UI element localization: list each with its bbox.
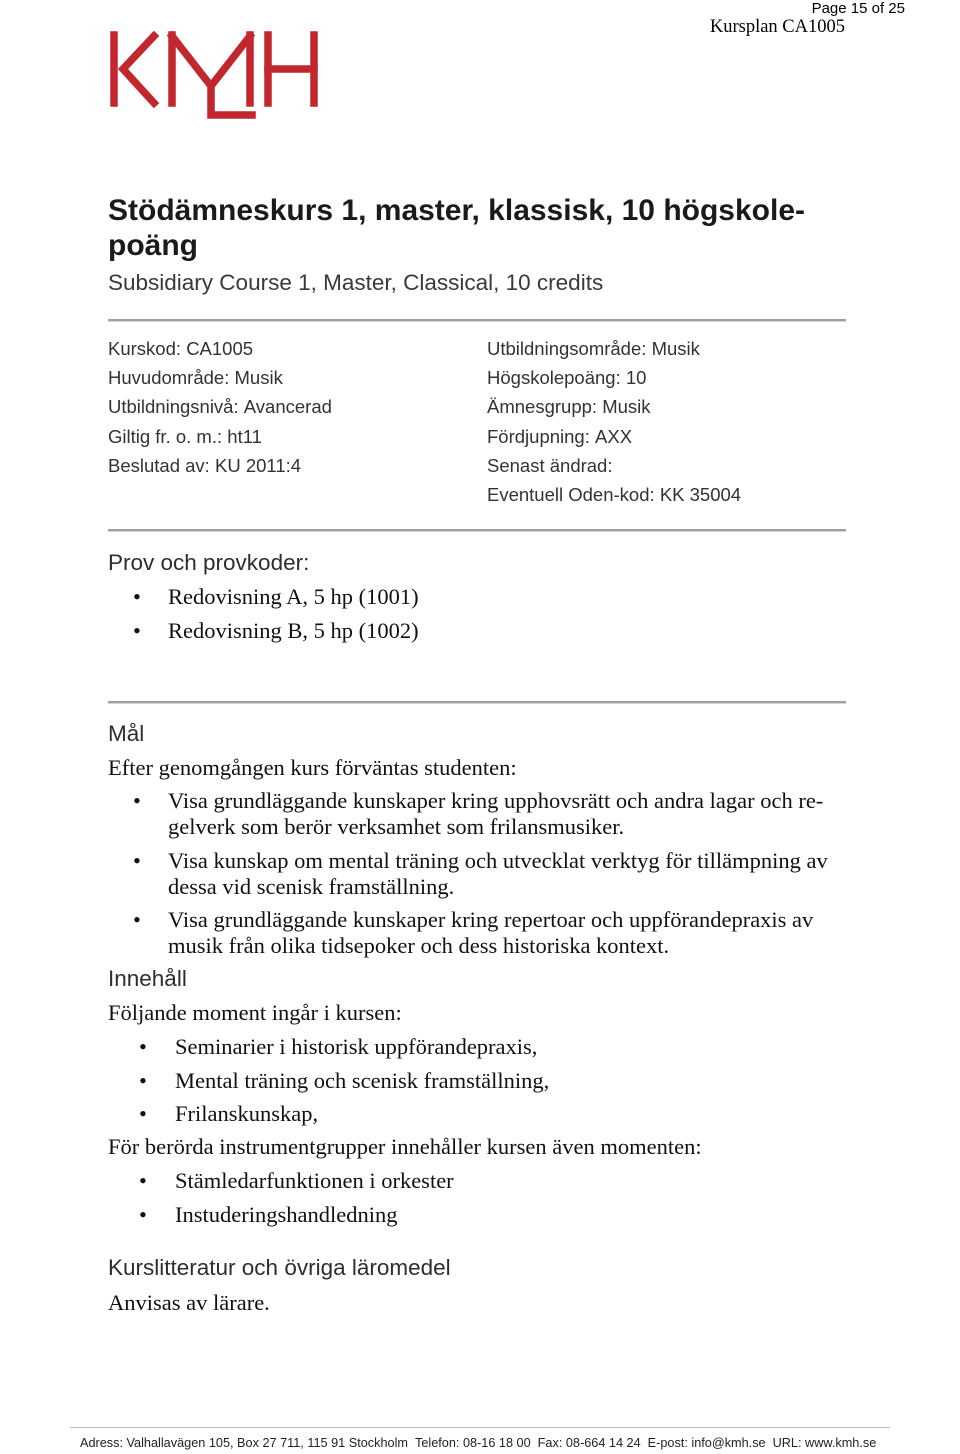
bullet-icon xyxy=(133,614,141,648)
course-title xyxy=(108,193,805,263)
info-row-course-code xyxy=(108,334,332,363)
list-item-line: musik från olika tidsepoker och dess historiska kontext. xyxy=(168,933,670,958)
list-item xyxy=(108,907,828,959)
info-row-main-field xyxy=(108,363,332,392)
list-item-line: Visa kunskap om mental träning och utvecklat verktyg för tillämpning av xyxy=(168,847,828,873)
info-row-credits xyxy=(487,363,741,392)
document-code: Kursplan CA1005 xyxy=(709,17,845,37)
exam-list xyxy=(108,580,419,647)
footer xyxy=(80,1436,876,1451)
footer-divider xyxy=(70,1427,890,1428)
info-row-education-area xyxy=(487,334,741,363)
bullet-icon xyxy=(133,580,141,614)
list-item-line: gelverk som berör verksamhet som frilansmusiker. xyxy=(168,814,625,839)
info-label: Ämnesgrupp: xyxy=(487,396,598,418)
footer-email: E-post: info@kmh.se xyxy=(647,1436,766,1450)
course-info-right xyxy=(487,334,741,509)
info-row-valid-from xyxy=(108,422,332,451)
exams-heading: Prov och provkoder: xyxy=(108,550,310,575)
course-subtitle: Subsidiary Course 1, Master, Classical, 10 credits xyxy=(108,270,604,295)
content-extra-intro: För berörda instrumentgrupper innehåller kursen även momenten: xyxy=(108,1134,702,1159)
footer-address: Adress: Valhallavägen 105, Box 27 711, 115 91 Stockholm xyxy=(80,1436,408,1450)
footer-phone: Telefon: 08-16 18 00 xyxy=(414,1436,531,1450)
info-row-depth xyxy=(487,422,741,451)
content-heading: Innehåll xyxy=(108,966,187,991)
bullet-icon xyxy=(139,1164,147,1198)
list-item xyxy=(108,1097,549,1131)
list-item xyxy=(108,788,828,840)
divider xyxy=(108,319,846,322)
bullet-icon xyxy=(139,1064,147,1098)
list-item xyxy=(108,1164,454,1198)
info-value: CA1005 xyxy=(186,338,254,359)
divider xyxy=(108,529,846,532)
bullet-icon xyxy=(139,1030,147,1064)
info-row-oden-code xyxy=(487,480,741,509)
bullet-icon xyxy=(133,907,141,933)
info-label: Huvudområde: xyxy=(108,367,230,389)
list-item-text: Seminarier i historisk uppförandepraxis, xyxy=(175,1034,538,1059)
info-value: Musik xyxy=(651,338,700,359)
bullet-icon xyxy=(133,788,141,814)
info-label: Utbildningsområde: xyxy=(487,338,647,359)
list-item-text: Redovisning A, 5 hp (1001) xyxy=(168,584,419,609)
info-value: ht11 xyxy=(227,425,262,447)
info-value: KU 2011:4 xyxy=(215,454,302,476)
page-indicator: Page 15 of 25 xyxy=(811,0,905,17)
info-value: KK 35004 xyxy=(659,483,742,505)
literature-heading: Kurslitteratur och övriga läromedel xyxy=(108,1255,451,1280)
info-row-subject-group xyxy=(487,392,741,421)
info-label: Utbildningsnivå: xyxy=(108,396,239,418)
info-value: Musik xyxy=(234,367,283,389)
bullet-icon xyxy=(133,848,141,874)
info-label: Fördjupning: xyxy=(487,425,590,447)
course-title-line: poäng xyxy=(108,229,198,262)
list-item-text: Frilanskunskap, xyxy=(175,1101,319,1126)
goals-intro: Efter genomgången kurs förväntas studenten: xyxy=(108,755,517,780)
info-value: AXX xyxy=(595,425,633,447)
bullet-icon xyxy=(139,1198,147,1232)
goal-list xyxy=(108,788,828,967)
list-item-text: Redovisning B, 5 hp (1002) xyxy=(168,617,419,643)
info-row-decided-by xyxy=(108,451,332,480)
list-item xyxy=(108,1030,549,1064)
info-value: Avancerad xyxy=(243,396,332,418)
list-item xyxy=(108,848,828,900)
course-info-left xyxy=(108,334,332,480)
list-item xyxy=(108,580,419,614)
info-value: 10 xyxy=(625,367,647,389)
info-value: Musik xyxy=(602,396,651,418)
list-item-text: Stämledarfunktionen i orkester xyxy=(175,1168,454,1193)
info-label: Kurskod: xyxy=(108,338,182,359)
kmh-logo xyxy=(106,31,322,123)
divider xyxy=(108,701,846,704)
content-intro: Följande moment ingår i kursen: xyxy=(108,1000,402,1025)
list-item-line: dessa vid scenisk framställning. xyxy=(168,873,455,899)
info-label: Beslutad av: xyxy=(108,454,210,476)
goals-heading: Mål xyxy=(108,721,145,746)
literature-text: Anvisas av lärare. xyxy=(108,1290,270,1315)
info-row-last-changed xyxy=(487,451,741,480)
course-title-line: Stödämneskurs 1, master, klassisk, 10 högskole- xyxy=(108,194,806,227)
list-item-line: Visa grundläggande kunskaper kring upphovsrätt och andra lagar och re- xyxy=(168,788,824,813)
info-row-level xyxy=(108,392,332,421)
list-item-text: Instuderingshandledning xyxy=(175,1201,398,1227)
list-item xyxy=(108,1198,454,1232)
list-item-text: Mental träning och scenisk framställning, xyxy=(175,1067,550,1093)
content-list xyxy=(108,1030,549,1131)
bullet-icon xyxy=(139,1097,147,1131)
footer-url: URL: www.kmh.se xyxy=(772,1436,877,1450)
info-label: Högskolepoäng: xyxy=(487,367,621,389)
list-item xyxy=(108,1064,549,1098)
info-label: Giltig fr. o. m.: xyxy=(108,425,223,447)
info-label: Eventuell Oden-kod: xyxy=(487,483,655,505)
list-item-line: Visa grundläggande kunskaper kring repertoar och uppförandepraxis av xyxy=(168,907,814,932)
content-extra-list xyxy=(108,1164,454,1231)
footer-fax: Fax: 08-664 14 24 xyxy=(537,1436,641,1450)
info-label: Senast ändrad: xyxy=(487,454,613,476)
list-item xyxy=(108,614,419,648)
